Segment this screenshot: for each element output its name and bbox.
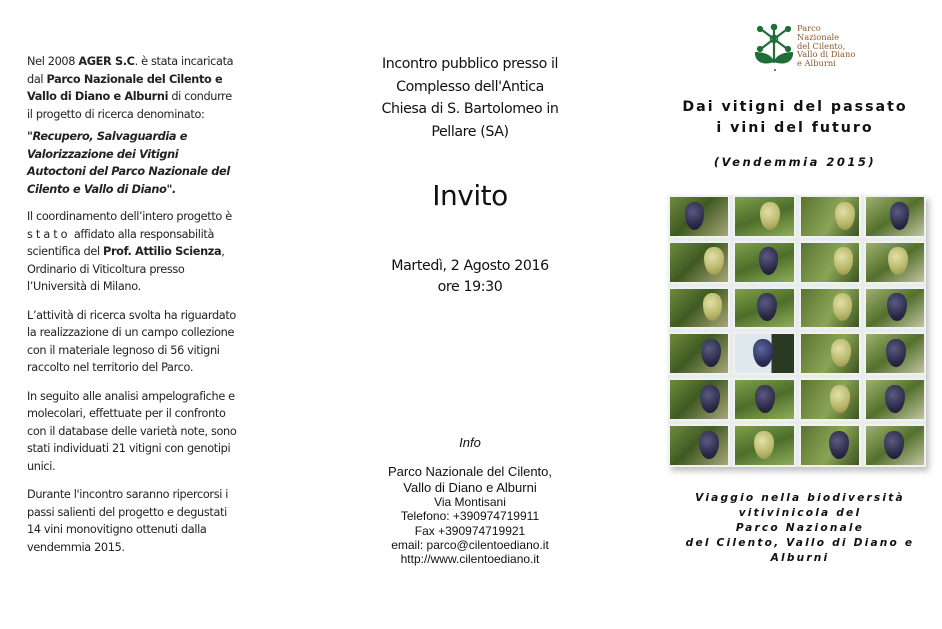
contact-info: [340, 434, 600, 566]
title-line: Dai vitigni del passato: [682, 99, 908, 115]
brochure-title: [660, 97, 930, 139]
grape-cluster: [755, 385, 775, 413]
grape-photo: [864, 424, 926, 467]
grape-photo: [799, 332, 861, 375]
grape-cluster: [704, 247, 724, 275]
grape-cluster: [754, 431, 774, 459]
grape-cluster: [887, 293, 907, 321]
logo-text: [797, 24, 862, 68]
intro-paragraph: [27, 53, 237, 123]
grape-cluster: [703, 293, 723, 321]
grape-photo: [668, 424, 730, 467]
grape-photo: [668, 195, 730, 238]
grape-photo: [733, 332, 795, 375]
text: affidato alla responsabilità scientifica del: [27, 227, 215, 258]
grape-cluster: [833, 293, 853, 321]
email: email: parco@cilentoediano.it: [391, 537, 549, 552]
grape-photo: [864, 195, 926, 238]
grape-photo: [799, 287, 861, 330]
grape-cluster: [753, 339, 773, 367]
event-date: Martedì, 2 Agosto 2016: [391, 258, 549, 274]
fax: Fax +390974719921: [414, 523, 526, 538]
grape-photo: [733, 195, 795, 238]
grape-photo: [733, 241, 795, 284]
grape-cluster: [700, 385, 720, 413]
text: Nel 2008: [27, 55, 79, 68]
invite-title: Invito: [432, 179, 508, 212]
grape-photo: [799, 378, 861, 421]
grape-cluster: [699, 431, 719, 459]
park-plant-logo-icon: [752, 22, 796, 74]
professor-name: Prof. Attilio Scienza: [103, 245, 222, 258]
grape-photo: [668, 287, 730, 330]
coordination-paragraph: [27, 208, 237, 296]
park-name: Parco Nazionale del Cilento e Vallo di Diano e Alburni: [27, 72, 223, 103]
vintage-subtitle: (Vendemmia 2015): [713, 155, 877, 169]
address: Via Montisani: [434, 495, 506, 509]
grape-cluster: [701, 339, 721, 367]
event-paragraph: Durante l'incontro saranno ripercorsi i passi salienti del progetto e degustati 14 vini monovitigno ottenuti dalla vendemmia 2015.: [27, 488, 229, 554]
tagline-line: Viaggio nella biodiversità: [695, 492, 905, 504]
title-line: i vini del futuro: [716, 120, 874, 136]
venue-line: Pellare (SA): [431, 123, 509, 140]
grape-cluster: [685, 202, 705, 230]
event-datetime: [340, 256, 600, 298]
text: . è stata incaricata dal: [27, 55, 234, 86]
grape-cluster: [830, 385, 850, 413]
grape-photo: [733, 378, 795, 421]
text: Il coordinamento dell’intero progetto è: [27, 210, 232, 223]
venue-line: Complesso dell'Antica: [396, 78, 544, 95]
grape-photo: [733, 424, 795, 467]
tagline-line: vitivinicola del: [738, 507, 862, 519]
park-logo: [752, 20, 862, 76]
logo-line: Parco Nazionale: [797, 23, 840, 42]
grape-photo: [668, 332, 730, 375]
company-name: AGER S.C: [78, 55, 135, 68]
grape-photo: [799, 424, 861, 467]
grape-cluster: [760, 202, 780, 230]
grape-cluster: [831, 339, 851, 367]
grape-cluster: [757, 293, 777, 321]
analysis-paragraph: In seguito alle analisi ampelografiche e molecolari, effettuate per il confronto con il database delle varietà note, sono stati individuati 21 vitigni con genotipi unici.: [27, 389, 237, 473]
org-name-line: Vallo di Diano e Alburni: [403, 479, 537, 495]
grape-cluster: [888, 247, 908, 275]
venue-text: [340, 53, 600, 143]
tagline: [670, 491, 930, 566]
venue-line: Chiesa di S. Bartolomeo in: [381, 101, 559, 117]
tagline-line: del Cilento, Vallo di Diano e: [685, 537, 915, 549]
logo-line: Vallo di Diano: [797, 49, 856, 60]
text: di condurre il progetto di ricerca denominato:: [27, 90, 232, 121]
info-heading: Info: [459, 435, 481, 450]
grape-photo: [864, 241, 926, 284]
tagline-line: Alburni: [770, 552, 830, 564]
event-time: ore 19:30: [437, 279, 503, 295]
org-name-line: Parco Nazionale del Cilento,: [387, 464, 553, 479]
grape-cluster: [884, 431, 904, 459]
grape-cluster: [834, 247, 854, 275]
grape-photo: [864, 332, 926, 375]
grape-photo: [799, 241, 861, 284]
project-description: [27, 53, 237, 567]
venue-line: Incontro pubblico presso il: [381, 56, 559, 72]
grape-photo: [733, 287, 795, 330]
research-paragraph: L’attività di ricerca svolta ha riguardato la realizzazione di un campo collezione con il materiale legnoso di 56 vitigni raccolto nel territorio del Parco.: [27, 308, 236, 374]
text: , Ordinario di Viticoltura presso l’Università di Milano.: [27, 245, 225, 293]
grape-cluster: [885, 385, 905, 413]
grape-cluster: [829, 431, 849, 459]
grape-photo: [668, 378, 730, 421]
tagline-line: Parco Nazionale: [735, 522, 865, 534]
grape-cluster: [759, 247, 779, 275]
grape-photo: [799, 195, 861, 238]
grape-photo: [668, 241, 730, 284]
phone: Telefono: +390974719911: [400, 509, 540, 524]
grape-cluster: [890, 202, 910, 230]
project-title: "Recupero, Salvaguardia e Valorizzazione dei Vitigni Autoctoni del Parco Nazionale del Cilento e Vallo di Diano".: [27, 130, 230, 196]
grape-photo: [864, 378, 926, 421]
grape-photo-grid: [668, 195, 926, 467]
grape-photo: [864, 287, 926, 330]
grape-cluster: [835, 202, 855, 230]
text: stato: [27, 227, 71, 241]
logo-line: e Alburni: [797, 58, 836, 69]
logo-line: del Cilento,: [797, 40, 846, 51]
grape-cluster: [886, 339, 906, 367]
website: http://www.cilentoediano.it: [400, 552, 540, 567]
